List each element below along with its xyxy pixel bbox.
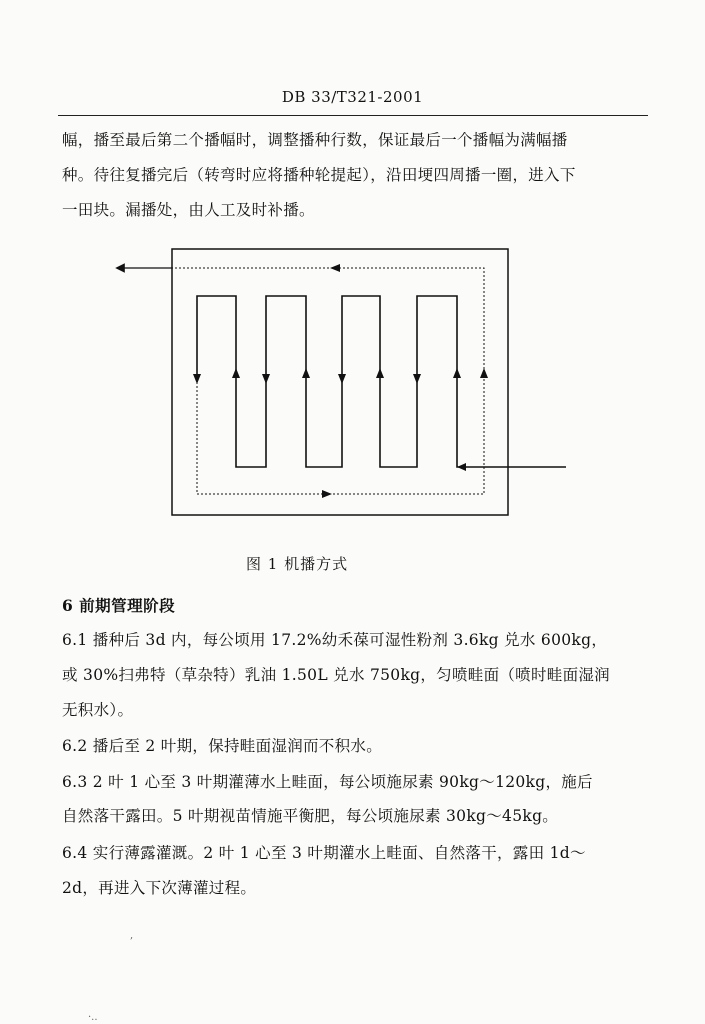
up-arrow: [376, 368, 384, 378]
serpentine-path: [197, 296, 566, 467]
section-title: 6 前期管理阶段: [62, 596, 176, 615]
down-arrow: [193, 374, 201, 384]
paragraph-line: 6.4 实行薄露灌溉。2 叶 1 心至 3 叶期灌水上畦面、自然落干，露田 1d～: [62, 844, 586, 862]
paragraph-line: 6.3 2 叶 1 心至 3 叶期灌薄水上畦面，每公顷施尿素 90kg～120kg，施后: [62, 773, 593, 791]
paragraph-line: 无积水）。: [62, 701, 134, 719]
left-arrow: [330, 264, 340, 272]
up-arrow: [480, 368, 488, 378]
paragraph-line: 6.1 播种后 3d 内，每公顷用 17.2%幼禾葆可湿性粉剂 3.6kg 兑水 600kg，: [62, 631, 608, 649]
entry-arrowhead: [457, 463, 466, 471]
paragraph-line: 一田块。漏播处，由人工及时补播。: [62, 201, 315, 219]
paragraph-line: 自然落干露田。5 叶期视苗情施平衡肥，每公顷施尿素 30kg～45kg。: [62, 807, 559, 825]
scan-speck: ,: [130, 930, 134, 941]
paragraph-line: 幅，播至最后第二个播幅时，调整播种行数，保证最后一个播幅为满幅播: [62, 131, 568, 149]
down-arrow: [413, 374, 421, 384]
document-code-header: DB 33/T321-2001: [281, 88, 424, 106]
down-arrow: [338, 374, 346, 384]
up-arrow: [302, 368, 310, 378]
up-arrow: [232, 368, 240, 378]
down-arrow: [262, 374, 270, 384]
paragraph-line: 或 30%扫弗特（草杂特）乳油 1.50L 兑水 750kg，匀喷畦面（喷时畦面湿润: [62, 666, 610, 684]
figure-caption: 图 1 机播方式: [246, 555, 349, 573]
perimeter-path: [172, 268, 484, 494]
right-arrow: [322, 490, 332, 498]
scan-speck: ·..: [88, 1012, 98, 1023]
up-arrow: [453, 368, 461, 378]
paragraph-line: 6.2 播后至 2 叶期，保持畦面湿润而不积水。: [62, 737, 382, 755]
paragraph-line: 种。待往复播完后（转弯时应将播种轮提起），沿田埂四周播一圈，进入下: [62, 166, 576, 184]
paragraph-line: 2d，再进入下次薄灌过程。: [62, 879, 257, 897]
